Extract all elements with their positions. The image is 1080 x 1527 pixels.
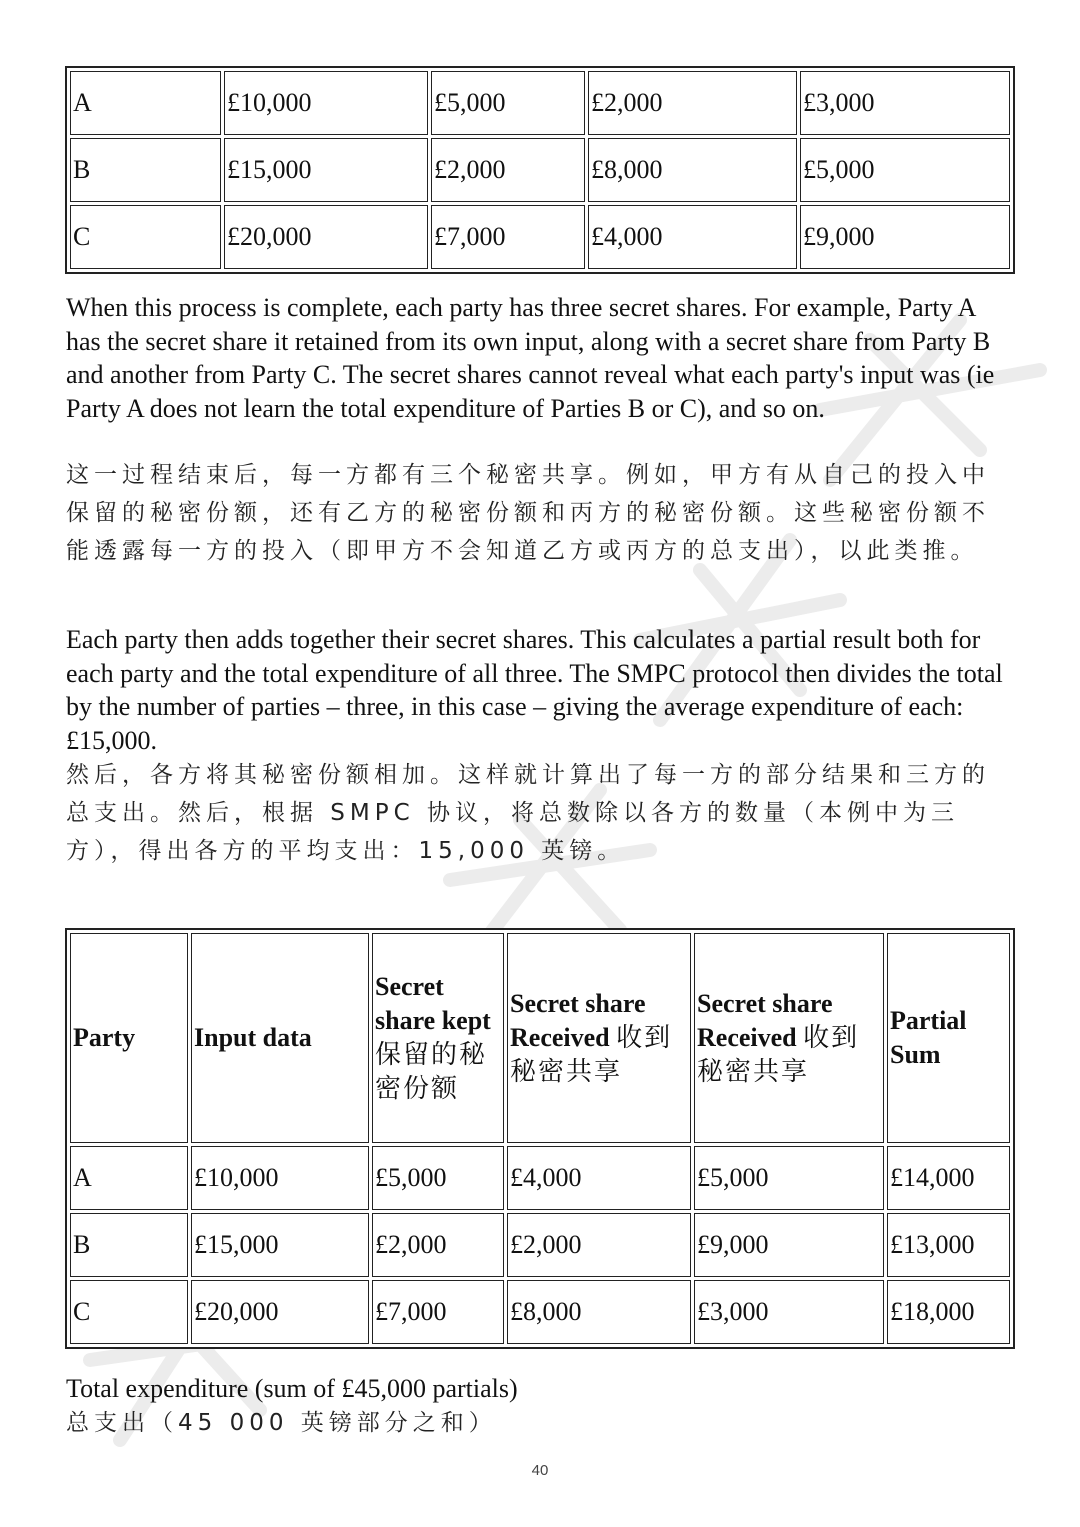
table-cell: £5,000 [372,1146,504,1210]
paragraph-2-chinese: 然后，各方将其秘密份额相加。这样就计算出了每一方的部分结果和三方的总支出。然后，根据 SMPC 协议，将总数除以各方的数量（本例中为三方），得出各方的平均支出：15,000 英镑。 [66,762,990,864]
table-cell: C [70,205,221,269]
table-row [70,205,1010,269]
table-cell: £13,000 [887,1213,1010,1277]
header-secret-share-received-1 [507,933,691,1143]
table-cell: £18,000 [887,1280,1010,1344]
header-label: Secret share Received [510,989,646,1052]
header-label: Party [73,1023,136,1052]
table-row [70,1146,1010,1210]
table-cell: £5,000 [694,1146,884,1210]
table-cell: £9,000 [694,1213,884,1277]
table-cell: £4,000 [588,205,797,269]
table-cell: £3,000 [694,1280,884,1344]
table-cell: A [70,1146,188,1210]
table-cell: £2,000 [372,1213,504,1277]
table-cell: £5,000 [431,71,585,135]
table-cell: £10,000 [224,71,428,135]
closing-chinese: 总支出（45 000 英镑部分之和） [66,1410,497,1436]
header-secret-share-received-2 [694,933,884,1143]
table-cell: £20,000 [224,205,428,269]
header-party [70,933,188,1143]
header-label: Partial Sum [890,1006,967,1069]
table-cell: £14,000 [887,1146,1010,1210]
table-cell: £4,000 [507,1146,691,1210]
header-label-zh: 收到秘密共享 [697,1023,860,1086]
header-label: Secret share Received [697,989,833,1052]
header-secret-share-kept [372,933,504,1143]
table-cell: B [70,138,221,202]
table-cell: B [70,1213,188,1277]
table-cell: £2,000 [431,138,585,202]
table-cell: £8,000 [588,138,797,202]
header-label-zh: 保留的秘密份额 [375,1040,488,1103]
table-row [70,71,1010,135]
header-partial-sum [887,933,1010,1143]
header-label: Secret share kept [375,972,491,1035]
table-row [70,1213,1010,1277]
table-cell: £15,000 [191,1213,369,1277]
table-cell: £7,000 [372,1280,504,1344]
header-label-zh: 收到秘密共享 [510,1023,673,1086]
partial-sum-table [65,928,1015,1349]
table-cell: A [70,71,221,135]
table-row [70,1280,1010,1344]
closing-english: Total expenditure (sum of £45,000 partials) [66,1374,518,1403]
page-number: 40 [531,1462,549,1479]
table-cell: £15,000 [224,138,428,202]
table-cell: £7,000 [431,205,585,269]
top-shares-table [65,66,1015,274]
table-cell: £9,000 [800,205,1010,269]
header-label: Input data [194,1023,312,1052]
table-cell: £10,000 [191,1146,369,1210]
table-cell: £3,000 [800,71,1010,135]
paragraph-1-chinese: 这一过程结束后，每一方都有三个秘密共享。例如，甲方有从自己的投入中保留的秘密份额，还有乙方的秘密份额和丙方的秘密份额。这些秘密份额不能透露每一方的投入（即甲方不会知道乙方或丙方的总支出），以此类推。 [66,462,990,564]
table-cell: £20,000 [191,1280,369,1344]
table-header-row [70,933,1010,1143]
paragraph-2-english: Each party then adds together their secret shares. This calculates a partial result both for each party and the total expenditure of all three. The SMPC protocol then divides the total by the number of parties – three, in this case – giving the average expenditure of each: £15,000. [66,625,1003,755]
table-row [70,138,1010,202]
header-input-data [191,933,369,1143]
table-cell: £2,000 [507,1213,691,1277]
table-cell: £5,000 [800,138,1010,202]
table-cell: £8,000 [507,1280,691,1344]
paragraph-1-english: When this process is complete, each party has three secret shares. For example, Party A has the secret share it retained from its own input, along with a secret share from Party B and another from Party C. The secret shares cannot reveal what each party's input was (ie Party A does not learn the total expenditure of Parties B or C), and so on. [66,293,995,423]
table-cell: £2,000 [588,71,797,135]
table-cell: C [70,1280,188,1344]
